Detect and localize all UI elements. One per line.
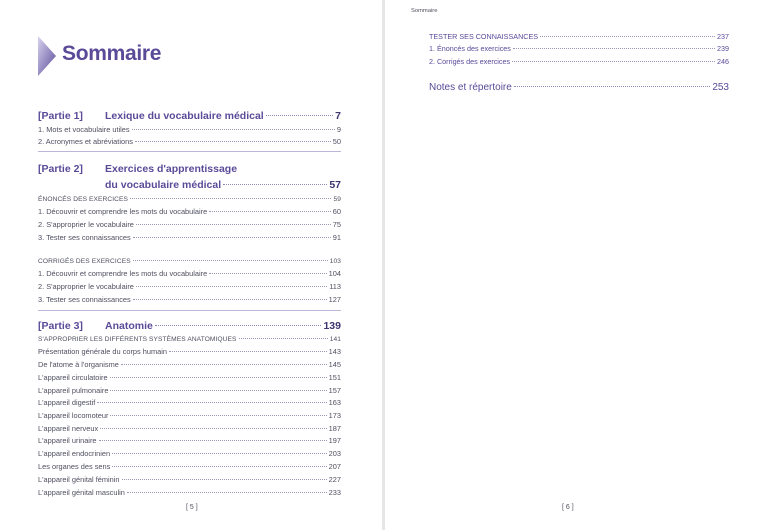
toc-entry-label: 3. Tester ses connaissances bbox=[38, 233, 131, 242]
leader-dots bbox=[209, 273, 326, 274]
toc-entry[interactable] bbox=[38, 475, 341, 485]
toc-entry-page: 227 bbox=[328, 475, 341, 484]
chevron-arrow-icon bbox=[38, 36, 56, 76]
leader-dots bbox=[136, 224, 331, 225]
toc-entry[interactable] bbox=[38, 125, 341, 135]
part3-label: [Partie 3] bbox=[38, 320, 83, 332]
leader-dots bbox=[110, 390, 326, 391]
toc-entry[interactable] bbox=[38, 137, 341, 147]
toc-entry-label: 1. Découvrir et comprendre les mots du vocabulaire bbox=[38, 269, 208, 278]
toc-entry[interactable] bbox=[38, 488, 341, 498]
toc-section-label: ÉNONCÉS DES EXERCICES bbox=[38, 196, 129, 203]
toc-section[interactable] bbox=[38, 195, 341, 205]
page-title: Sommaire bbox=[62, 42, 162, 65]
toc-entry-page: 239 bbox=[717, 44, 729, 53]
leader-dots bbox=[223, 184, 327, 185]
toc-entry-label: L'appareil génital masculin bbox=[38, 488, 125, 497]
toc-entry[interactable] bbox=[429, 44, 729, 54]
toc-entry[interactable] bbox=[429, 57, 729, 67]
leader-dots bbox=[97, 402, 326, 403]
right-page bbox=[385, 0, 767, 530]
part2-title-line2: du vocabulaire médical bbox=[105, 179, 222, 191]
toc-section[interactable] bbox=[38, 335, 341, 345]
toc-entry-label: 1. Mots et vocabulaire utiles bbox=[38, 125, 130, 134]
toc-entry-page: 197 bbox=[328, 436, 341, 445]
toc-entry-label: 1. Énoncés des exercices bbox=[429, 44, 511, 53]
toc-entry-label: L'appareil nerveux bbox=[38, 424, 99, 433]
toc-entry-label: Présentation générale du corps humain bbox=[38, 347, 168, 356]
toc-entry-page: 127 bbox=[328, 295, 341, 304]
toc-entry[interactable] bbox=[38, 233, 341, 243]
toc-entry[interactable] bbox=[429, 32, 729, 42]
leader-dots bbox=[133, 237, 331, 238]
leader-dots bbox=[112, 466, 326, 467]
toc-entry[interactable] bbox=[38, 462, 341, 472]
toc-entry[interactable] bbox=[38, 373, 341, 383]
toc-entry[interactable] bbox=[38, 398, 341, 408]
toc-entry-label: L'appareil locomoteur bbox=[38, 411, 109, 420]
toc-section-page: 103 bbox=[329, 258, 341, 265]
toc-entry-page: 246 bbox=[717, 57, 729, 66]
toc-entry-page: 91 bbox=[332, 233, 341, 242]
notes-label: Notes et répertoire bbox=[429, 82, 512, 93]
divider bbox=[38, 151, 341, 152]
running-head: Sommaire bbox=[411, 8, 438, 14]
notes-entry[interactable] bbox=[429, 81, 729, 95]
toc-entry[interactable] bbox=[38, 436, 341, 446]
toc-entry[interactable] bbox=[38, 347, 341, 357]
part2-label: [Partie 2] bbox=[38, 163, 83, 175]
toc-entry-page: 50 bbox=[332, 137, 341, 146]
leader-dots bbox=[239, 338, 328, 339]
leader-dots bbox=[132, 129, 335, 130]
leader-dots bbox=[122, 479, 327, 480]
toc-entry[interactable] bbox=[38, 295, 341, 305]
toc-entry-label: L'appareil pulmonaire bbox=[38, 386, 109, 395]
leader-dots bbox=[127, 492, 327, 493]
leader-dots bbox=[155, 325, 322, 326]
toc-entry-page: 145 bbox=[328, 360, 341, 369]
toc-section-page: 141 bbox=[329, 336, 341, 343]
page-number: [ 6 ] bbox=[562, 504, 574, 511]
leader-dots bbox=[99, 440, 327, 441]
leader-dots bbox=[130, 198, 331, 199]
toc-entry-page: 207 bbox=[328, 462, 341, 471]
leader-dots bbox=[514, 86, 710, 87]
toc-section[interactable] bbox=[38, 257, 341, 267]
toc-entry-label: 2. Acronymes et abréviations bbox=[38, 137, 133, 146]
toc-entry-label: L'appareil endocrinien bbox=[38, 449, 111, 458]
toc-entry[interactable] bbox=[38, 207, 341, 217]
leader-dots bbox=[169, 351, 327, 352]
part2-heading[interactable] bbox=[38, 162, 341, 176]
toc-section-page: 59 bbox=[333, 196, 341, 203]
toc-entry-label: L'appareil digestif bbox=[38, 398, 96, 407]
toc-entry-page: 233 bbox=[328, 488, 341, 497]
toc-entry[interactable] bbox=[38, 360, 341, 370]
toc-entry-page: 163 bbox=[328, 398, 341, 407]
part3-page: 139 bbox=[323, 320, 341, 332]
leader-dots bbox=[100, 428, 326, 429]
toc-entry-label: 2. S'approprier le vocabulaire bbox=[38, 220, 134, 229]
toc-entry-page: 143 bbox=[328, 347, 341, 356]
toc-entry-page: 113 bbox=[329, 282, 341, 291]
part2-page: 57 bbox=[329, 179, 341, 191]
part2-heading-line2[interactable] bbox=[105, 178, 341, 192]
leader-dots bbox=[133, 260, 328, 261]
toc-entry-page: 173 bbox=[328, 411, 341, 420]
toc-entry[interactable] bbox=[38, 449, 341, 459]
leader-dots bbox=[209, 211, 331, 212]
toc-entry[interactable] bbox=[38, 424, 341, 434]
leader-dots bbox=[512, 61, 715, 62]
page-number: [ 5 ] bbox=[186, 504, 198, 511]
part1-heading[interactable] bbox=[38, 109, 341, 123]
toc-entry-label: 3. Tester ses connaissances bbox=[38, 295, 131, 304]
part3-heading[interactable] bbox=[38, 319, 341, 333]
toc-entry-label: 1. Découvrir et comprendre les mots du vocabulaire bbox=[38, 207, 208, 216]
leader-dots bbox=[266, 115, 333, 116]
leader-dots bbox=[540, 36, 715, 37]
toc-entry-label: De l'atome à l'organisme bbox=[38, 360, 119, 369]
notes-page: 253 bbox=[712, 82, 729, 93]
toc-entry[interactable] bbox=[38, 386, 341, 396]
leader-dots bbox=[513, 48, 715, 49]
toc-entry-page: 104 bbox=[328, 269, 341, 278]
leader-dots bbox=[121, 364, 327, 365]
toc-entry-page: 9 bbox=[336, 125, 341, 134]
toc-entry-label: 2. S'approprier le vocabulaire bbox=[38, 282, 134, 291]
leader-dots bbox=[135, 141, 331, 142]
leader-dots bbox=[136, 286, 327, 287]
toc-entry-page: 151 bbox=[328, 373, 341, 382]
toc-entry-label: 2. Corrigés des exercices bbox=[429, 57, 511, 66]
toc-entry-page: 237 bbox=[717, 32, 729, 41]
part1-label: [Partie 1] bbox=[38, 110, 83, 122]
toc-entry-label: L'appareil circulatoire bbox=[38, 373, 108, 382]
divider bbox=[38, 310, 341, 311]
leader-dots bbox=[133, 299, 327, 300]
part3-title: Anatomie bbox=[105, 320, 153, 332]
toc-entry[interactable] bbox=[38, 411, 341, 421]
toc-entry[interactable] bbox=[38, 269, 341, 279]
toc-section-label: S'APPROPRIER LES DIFFÉRENTS SYSTÈMES ANATOMIQUES bbox=[38, 336, 237, 343]
left-page bbox=[0, 0, 382, 530]
part1-page: 7 bbox=[335, 110, 341, 122]
toc-entry-page: 75 bbox=[332, 220, 341, 229]
leader-dots bbox=[110, 377, 327, 378]
toc-entry[interactable] bbox=[38, 282, 341, 292]
leader-dots bbox=[110, 415, 326, 416]
toc-entry-page: 60 bbox=[332, 207, 341, 216]
toc-section-label: CORRIGÉS DES EXERCICES bbox=[38, 258, 131, 265]
toc-entry-label: L'appareil urinaire bbox=[38, 436, 97, 445]
toc-entry[interactable] bbox=[38, 220, 341, 230]
toc-entry-page: 187 bbox=[328, 424, 341, 433]
leader-dots bbox=[112, 453, 327, 454]
part1-title: Lexique du vocabulaire médical bbox=[105, 110, 264, 122]
part2-title-line1: Exercices d'apprentissage bbox=[105, 163, 238, 175]
toc-entry-page: 157 bbox=[328, 386, 341, 395]
toc-entry-label: TESTER SES CONNAISSANCES bbox=[429, 32, 539, 41]
toc-entry-label: Les organes des sens bbox=[38, 462, 111, 471]
toc-entry-page: 203 bbox=[328, 449, 341, 458]
toc-entry-label: L'appareil génital féminin bbox=[38, 475, 120, 484]
